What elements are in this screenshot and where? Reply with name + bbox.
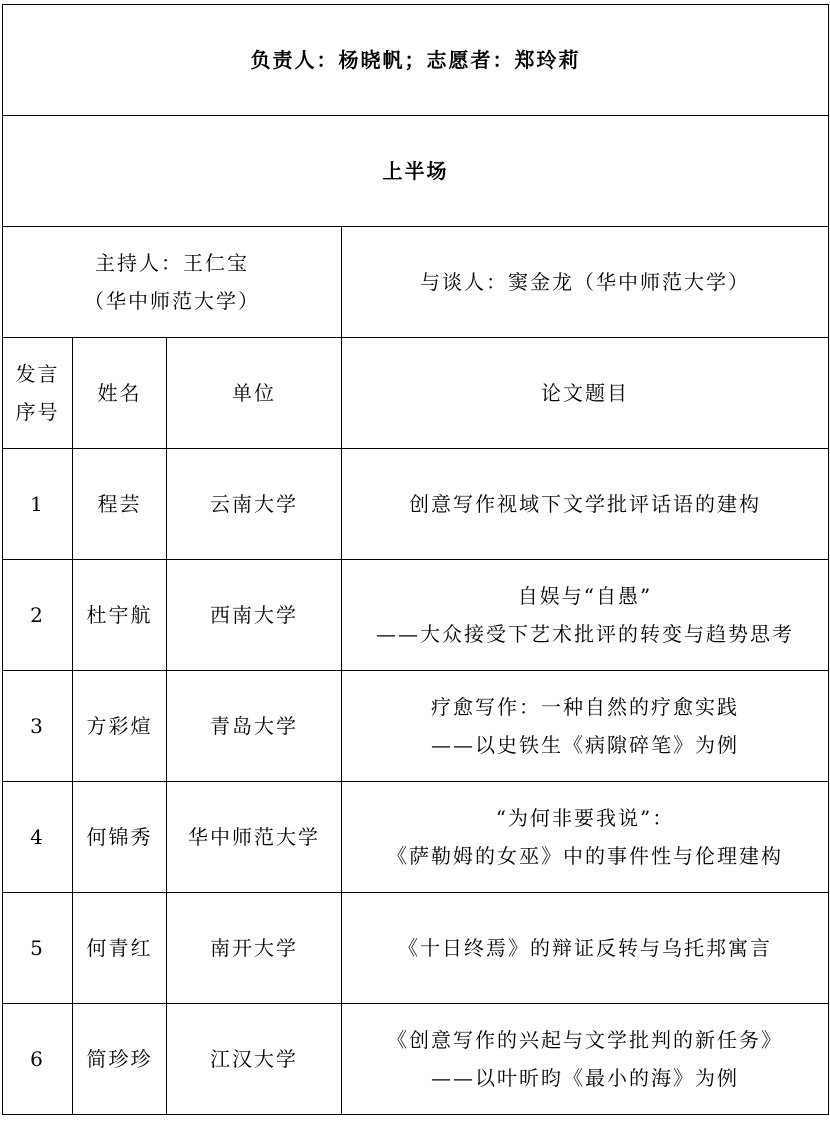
paper-title-line1: 《创意写作的兴起与文学批判的新任务》 — [387, 1028, 783, 1052]
speaker-unit: 华中师范大学 — [167, 782, 342, 893]
session-row — [3, 116, 829, 227]
header-order-line2: 序号 — [15, 400, 60, 424]
column-header-row — [3, 338, 829, 449]
paper-title — [342, 671, 829, 782]
paper-title — [342, 782, 829, 893]
header-order — [3, 338, 73, 449]
row-number: 5 — [3, 893, 73, 1004]
host-affiliation: （华中师范大学） — [84, 289, 260, 313]
paper-title-line1: “为何非要我说”： — [495, 806, 675, 830]
moderators-row — [3, 227, 829, 338]
speaker-name: 方彩煊 — [73, 671, 167, 782]
speaker-unit: 南开大学 — [167, 893, 342, 1004]
paper-title-line2: 《萨勒姆的女巫》中的事件性与伦理建构 — [387, 844, 783, 868]
paper-title — [342, 893, 829, 1004]
header-unit: 单位 — [167, 338, 342, 449]
paper-title-line2: ——以史铁生《病隙碎笔》为例 — [431, 733, 739, 757]
speaker-name: 杜宇航 — [73, 560, 167, 671]
row-number: 3 — [3, 671, 73, 782]
paper-title-line1: 创意写作视域下文学批评话语的建构 — [409, 492, 761, 516]
program-table — [2, 4, 829, 1115]
paper-title-line2: ——大众接受下艺术批评的转变与趋势思考 — [376, 622, 794, 646]
paper-title — [342, 1004, 829, 1115]
session-title: 上半场 — [3, 116, 829, 227]
row-number: 6 — [3, 1004, 73, 1115]
program-table-page — [2, 4, 828, 1120]
speaker-name: 程芸 — [73, 449, 167, 560]
table-row — [3, 782, 829, 893]
header-name: 姓名 — [73, 338, 167, 449]
paper-title — [342, 560, 829, 671]
paper-title-line1: 自娱与“自愚” — [517, 584, 653, 608]
paper-title-line1: 《十日终焉》的辩证反转与乌托邦寓言 — [398, 936, 772, 960]
speaker-unit: 江汉大学 — [167, 1004, 342, 1115]
host-cell — [3, 227, 342, 338]
host-name: 主持人：王仁宝 — [95, 251, 249, 275]
responsible-text: 负责人：杨晓帆；志愿者：郑玲莉 — [3, 5, 829, 116]
speaker-unit: 西南大学 — [167, 560, 342, 671]
speaker-name: 何锦秀 — [73, 782, 167, 893]
paper-title-line1: 疗愈写作：一种自然的疗愈实践 — [431, 695, 739, 719]
speaker-name: 何青红 — [73, 893, 167, 1004]
row-number: 1 — [3, 449, 73, 560]
table-row — [3, 1004, 829, 1115]
speaker-unit: 青岛大学 — [167, 671, 342, 782]
table-row — [3, 449, 829, 560]
discussant-cell: 与谈人：窦金龙（华中师范大学） — [342, 227, 829, 338]
table-row — [3, 671, 829, 782]
header-title: 论文题目 — [342, 338, 829, 449]
speaker-unit: 云南大学 — [167, 449, 342, 560]
responsible-row — [3, 5, 829, 116]
row-number: 2 — [3, 560, 73, 671]
paper-title-line2: ——以叶昕昀《最小的海》为例 — [431, 1066, 739, 1090]
paper-title — [342, 449, 829, 560]
table-row — [3, 893, 829, 1004]
header-order-line1: 发言 — [15, 362, 60, 386]
table-row — [3, 560, 829, 671]
row-number: 4 — [3, 782, 73, 893]
speaker-name: 简珍珍 — [73, 1004, 167, 1115]
